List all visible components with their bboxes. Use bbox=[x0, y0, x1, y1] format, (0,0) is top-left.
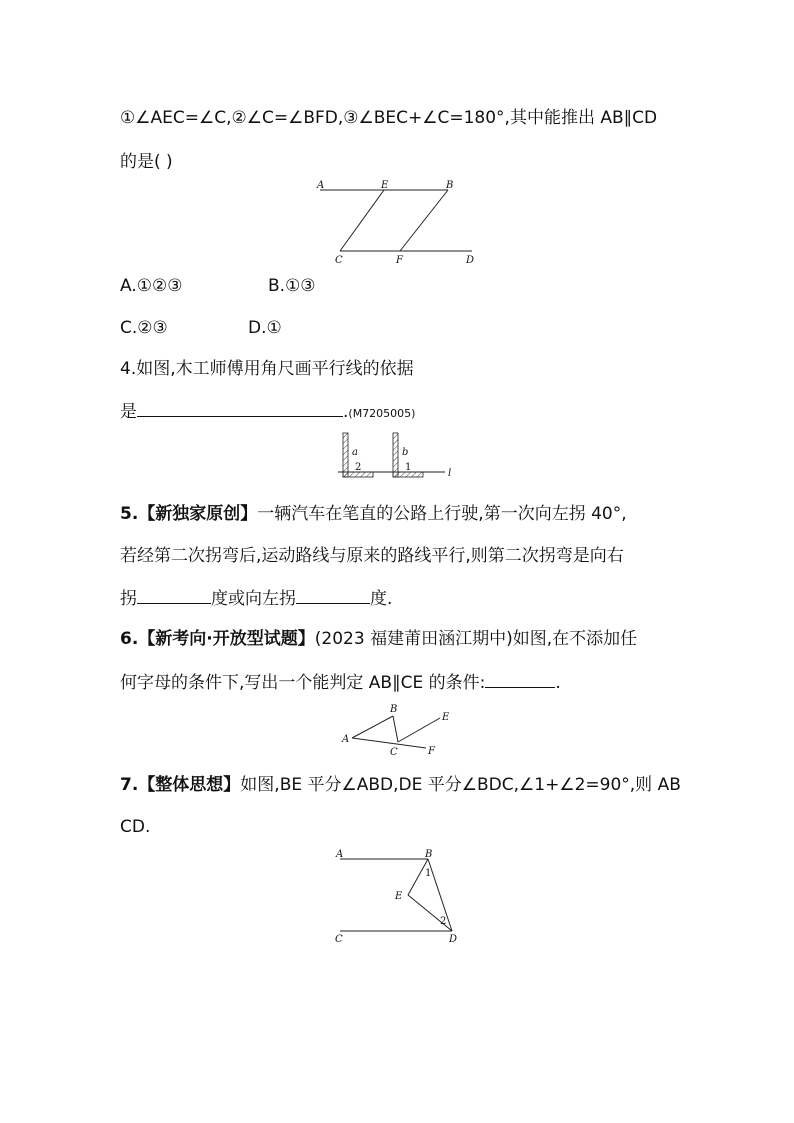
q5-line-2: 若经第二次拐弯后,运动路线与原来的路线平行,则第二次拐弯是向右 bbox=[120, 546, 624, 566]
q4-question-code: (M7205005) bbox=[348, 407, 416, 420]
q3-question-line: 的是( ) bbox=[120, 152, 173, 172]
q6-end: . bbox=[555, 673, 561, 693]
q7-tag: 【整体思想】 bbox=[138, 775, 241, 795]
q4-answer-line bbox=[120, 398, 415, 426]
q6-line-2 bbox=[120, 669, 561, 695]
q6-tag: 【新考向·开放型试题】 bbox=[138, 629, 315, 649]
q5-number: 5. bbox=[120, 504, 139, 524]
q4-label-a: a bbox=[352, 447, 358, 458]
q5-line-1 bbox=[120, 502, 627, 526]
q6-label-c: C bbox=[390, 747, 398, 758]
q5-line-3 bbox=[120, 585, 392, 611]
q5-text-c: 度. bbox=[370, 589, 393, 609]
q7-label-b: B bbox=[425, 849, 433, 860]
q3-option-a[interactable]: A.①②③ bbox=[120, 276, 183, 296]
q6-label-e: E bbox=[442, 712, 450, 723]
q3-option-c[interactable]: C.②③ bbox=[120, 318, 168, 338]
q7-label-d: D bbox=[449, 934, 458, 945]
q5-blank-right[interactable] bbox=[137, 585, 211, 604]
q6-number: 6. bbox=[120, 629, 139, 649]
q7-angle-2: 2 bbox=[440, 916, 447, 927]
q3-label-c: C bbox=[335, 255, 343, 266]
q7-line-2: CD. bbox=[120, 817, 151, 837]
q6-triangle-figure bbox=[338, 700, 458, 760]
q6-label-b: B bbox=[390, 704, 398, 715]
q4-carpenter-square-figure bbox=[330, 428, 470, 488]
q5-text-1: 一辆汽车在笔直的公路上行驶,第一次向左拐 40°, bbox=[257, 504, 627, 524]
q5-text-a: 拐 bbox=[120, 589, 137, 609]
q6-label-f: F bbox=[428, 746, 435, 757]
q4-question-line: 4.如图,木工师傅用角尺画平行线的依据 bbox=[120, 359, 414, 379]
q4-angle-2: 2 bbox=[355, 462, 362, 473]
q6-label-a: A bbox=[342, 734, 350, 745]
q7-label-c: C bbox=[335, 934, 343, 945]
q6-text-1: (2023 福建莆田涵江期中)如图,在不添加任 bbox=[314, 629, 638, 649]
q7-angle-1: 1 bbox=[425, 868, 432, 879]
q3-label-f: F bbox=[396, 255, 403, 266]
q5-tag: 【新独家原创】 bbox=[138, 504, 258, 524]
q4-answer-blank[interactable] bbox=[137, 398, 343, 417]
q3-label-a: A bbox=[317, 180, 325, 191]
q7-number: 7. bbox=[120, 775, 139, 795]
q7-label-e: E bbox=[395, 891, 403, 902]
q7-figure bbox=[330, 845, 470, 950]
q4-suffix: . bbox=[343, 402, 349, 422]
q7-text-1: 如图,BE 平分∠ABD,DE 平分∠BDC,∠1+∠2=90°,则 AB bbox=[240, 775, 681, 795]
q5-text-b: 度或向左拐 bbox=[211, 589, 296, 609]
q6-text-2: 何字母的条件下,写出一个能判定 AB∥CE 的条件: bbox=[120, 673, 486, 693]
q3-option-d[interactable]: D.① bbox=[248, 318, 282, 338]
q3-label-b: B bbox=[446, 180, 454, 191]
q7-line-1 bbox=[120, 773, 681, 797]
q3-conditions-line: ①∠AEC=∠C,②∠C=∠BFD,③∠BEC+∠C=180°,其中能推出 AB∥CD bbox=[120, 108, 658, 128]
q6-answer-blank[interactable] bbox=[485, 669, 555, 688]
q4-prefix: 是 bbox=[120, 402, 137, 422]
q5-blank-left[interactable] bbox=[296, 585, 370, 604]
q4-angle-1: 1 bbox=[405, 462, 412, 473]
q3-parallelogram-figure bbox=[310, 176, 485, 266]
q4-label-b: b bbox=[402, 447, 409, 458]
q7-label-a: A bbox=[336, 849, 344, 860]
q6-line-1 bbox=[120, 627, 637, 651]
q3-option-b[interactable]: B.①③ bbox=[268, 276, 316, 296]
q4-label-l: l bbox=[448, 468, 452, 479]
q3-label-e: E bbox=[381, 180, 389, 191]
q3-label-d: D bbox=[466, 255, 475, 266]
